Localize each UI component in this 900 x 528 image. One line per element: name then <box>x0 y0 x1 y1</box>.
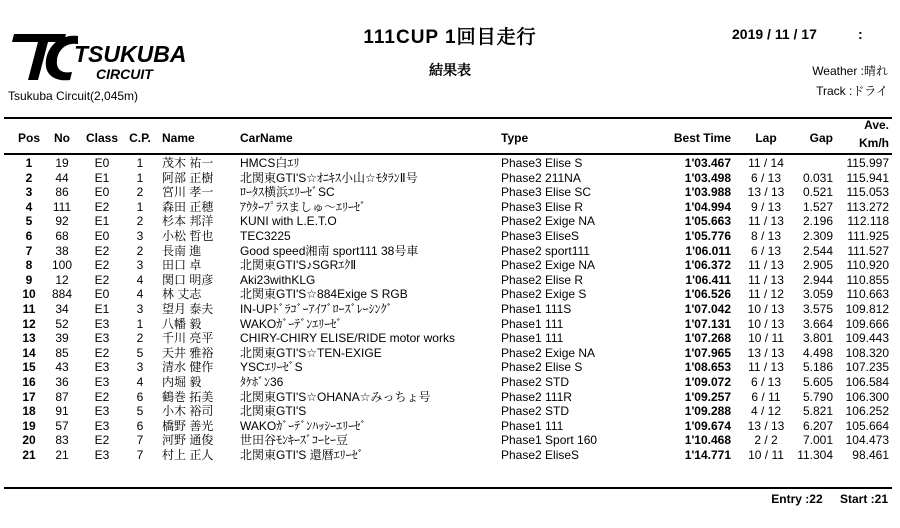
circuit-name: Tsukuba Circuit(2,045m) <box>8 89 139 103</box>
result-class-position: 2 <box>136 331 144 346</box>
result-laps: 10 / 11 <box>748 331 784 346</box>
result-class-position: 5 <box>136 345 144 360</box>
result-gap: 3.664 <box>802 316 833 331</box>
result-best-time: 1'06.411 <box>685 272 731 287</box>
result-car-name: 世田谷ﾓﾝｷｰｽﾞｺｰﾋｰ豆 <box>240 433 349 448</box>
result-gap: 7.001 <box>802 433 833 448</box>
result-car-type: Phase2 Exige S <box>501 287 587 302</box>
result-class-position: 1 <box>136 316 144 331</box>
result-car-type: Phase1 111 <box>501 418 564 433</box>
result-class-position: 1 <box>136 170 144 185</box>
result-driver-name: 望月 泰夫 <box>162 301 214 316</box>
result-laps: 10 / 13 <box>747 316 785 331</box>
result-laps: 13 / 13 <box>747 418 785 433</box>
result-class: E3 <box>94 418 110 433</box>
result-pos: 11 <box>22 301 36 316</box>
result-car-type: Phase1 111 <box>501 316 564 331</box>
result-pos: 21 <box>22 447 36 462</box>
table-row <box>0 419 900 434</box>
col-header-class: Class <box>85 131 119 145</box>
result-car-type: Phase2 Exige NA <box>501 258 596 273</box>
result-car-name: CHIRY-CHIRY ELISE/RIDE motor works <box>240 331 455 346</box>
result-laps: 11 / 12 <box>748 287 784 302</box>
result-car-number: 91 <box>55 404 69 419</box>
result-driver-name: 橋野 善光 <box>162 418 214 433</box>
result-average-speed: 109.666 <box>845 316 889 331</box>
result-car-type: Phase2 Exige NA <box>501 345 596 360</box>
result-pos: 13 <box>22 331 36 346</box>
entry-count: Entry :22 <box>771 492 823 506</box>
result-class: E3 <box>94 447 110 462</box>
table-row <box>0 273 900 288</box>
result-class: E3 <box>94 404 110 419</box>
result-best-time: 1'09.072 <box>684 374 731 389</box>
result-best-time: 1'09.674 <box>684 418 731 433</box>
table-row <box>0 317 900 332</box>
col-header-gap: Gap <box>809 131 833 145</box>
result-car-type: Phase2 EliseS <box>501 447 580 462</box>
result-average-speed: 112.118 <box>847 214 889 229</box>
result-class-position: 3 <box>136 301 144 316</box>
result-driver-name: 阿部 正樹 <box>162 170 214 185</box>
result-driver-name: 天井 雅裕 <box>162 345 214 360</box>
result-best-time: 1'09.257 <box>684 389 731 404</box>
result-class: E1 <box>94 214 110 229</box>
result-pos: 6 <box>25 228 33 243</box>
result-pos: 18 <box>22 404 36 419</box>
result-driver-name: 八幡 毅 <box>162 316 202 331</box>
result-laps: 6 / 13 <box>750 243 782 258</box>
result-pos: 20 <box>22 433 36 448</box>
result-best-time: 1'08.653 <box>684 360 731 375</box>
result-best-time: 1'07.131 <box>684 316 731 331</box>
result-class-position: 7 <box>136 433 144 448</box>
result-gap: 2.544 <box>802 243 833 258</box>
result-average-speed: 110.855 <box>846 272 889 287</box>
result-best-time: 1'07.965 <box>684 345 731 360</box>
result-car-number: 68 <box>55 228 69 243</box>
result-class: E1 <box>94 170 110 185</box>
result-laps: 6 / 13 <box>750 170 782 185</box>
result-car-type: Phase2 STD <box>501 374 570 389</box>
result-pos: 9 <box>25 272 33 287</box>
event-title: 111CUP 1回目走行 <box>363 27 537 48</box>
table-row <box>0 302 900 317</box>
result-average-speed: 111.527 <box>847 243 889 258</box>
result-driver-name: 関口 明彦 <box>162 272 214 287</box>
result-car-number: 111 <box>52 199 72 214</box>
result-car-type: Phase3 Elise S <box>501 156 583 170</box>
col-header-cp: C.P. <box>129 131 151 145</box>
result-laps: 11 / 14 <box>748 156 784 170</box>
result-car-type: Phase2 Elise R <box>501 272 584 287</box>
result-car-name: HMCS白ｴﾘ <box>240 156 300 170</box>
result-laps: 11 / 13 <box>748 258 784 273</box>
result-class-position: 2 <box>136 243 144 258</box>
result-car-type: Phase2 111R <box>501 389 572 404</box>
result-car-type: Phase3 Elise SC <box>501 185 592 200</box>
result-car-number: 21 <box>55 447 69 462</box>
result-laps: 2 / 2 <box>754 433 778 448</box>
result-car-number: 43 <box>55 360 69 375</box>
table-row <box>0 244 900 259</box>
result-class-position: 2 <box>136 214 144 229</box>
result-car-type: Phase1 111 <box>501 331 564 346</box>
result-car-type: Phase2 STD <box>501 404 570 419</box>
result-class-position: 7 <box>136 447 144 462</box>
table-row <box>0 448 900 463</box>
result-car-type: Phase3 EliseS <box>501 228 580 243</box>
table-top-rule <box>4 117 892 119</box>
result-car-type: Phase2 Elise S <box>501 360 583 375</box>
result-driver-name: 茂木 祐一 <box>162 156 214 170</box>
table-row <box>0 258 900 273</box>
result-driver-name: 内堀 毅 <box>162 374 202 389</box>
result-car-name: WAKOｶﾞｰﾃﾞﾝｴﾘｰｾﾞ <box>240 316 343 331</box>
result-pos: 4 <box>25 199 33 214</box>
result-class: E2 <box>94 243 110 258</box>
result-class-position: 4 <box>136 374 144 389</box>
result-class: E2 <box>94 389 110 404</box>
table-row <box>0 214 900 229</box>
result-gap: 5.790 <box>802 389 833 404</box>
result-best-time: 1'09.288 <box>684 404 731 419</box>
result-class-position: 6 <box>136 389 144 404</box>
result-driver-name: 宮川 孝一 <box>162 185 214 200</box>
result-car-number: 83 <box>55 433 69 448</box>
result-average-speed: 106.584 <box>845 374 889 389</box>
result-gap: 2.196 <box>802 214 833 229</box>
result-car-name: 北関東GTI'S☆884Exige S RGB <box>240 287 408 302</box>
result-pos: 12 <box>22 316 36 331</box>
result-laps: 13 / 13 <box>747 345 785 360</box>
result-car-name: 北関東GTI'S♪SGRｴｸⅡ <box>240 258 357 273</box>
result-laps: 6 / 13 <box>750 374 782 389</box>
result-class-position: 5 <box>136 404 144 419</box>
result-class: E2 <box>94 345 110 360</box>
result-laps: 4 / 12 <box>750 404 782 419</box>
col-header-avg: Ave. <box>864 118 889 132</box>
result-class: E0 <box>94 287 110 302</box>
result-average-speed: 115.053 <box>846 185 889 200</box>
table-row <box>0 331 900 346</box>
result-car-number: 85 <box>55 345 69 360</box>
result-laps: 8 / 13 <box>750 228 782 243</box>
result-class: E0 <box>94 156 110 170</box>
result-average-speed: 107.235 <box>845 360 889 375</box>
result-pos: 14 <box>22 345 36 360</box>
result-class-position: 4 <box>136 287 144 302</box>
result-car-name: 北関東GTI'S <box>240 404 307 419</box>
result-average-speed: 113.272 <box>846 199 889 214</box>
result-class: E3 <box>94 374 110 389</box>
result-laps: 11 / 13 <box>748 272 784 287</box>
result-best-time: 1'10.468 <box>684 433 731 448</box>
result-average-speed: 106.300 <box>845 389 889 404</box>
result-driver-name: 清水 健作 <box>162 360 214 375</box>
start-count: Start :21 <box>839 492 888 506</box>
result-gap: 5.605 <box>802 374 833 389</box>
entry-summary <box>757 492 888 506</box>
result-average-speed: 108.320 <box>845 345 889 360</box>
result-car-name: 北関東GTI'S☆OHANA☆みっちょ号 <box>240 389 431 404</box>
result-car-number: 34 <box>55 301 69 316</box>
result-car-name: IN-UPﾄﾞﾗｺﾞｰｱｲﾌﾞﾛｰｽﾞﾚｰｼﾝｸﾞ <box>240 301 393 316</box>
result-car-name: KUNI with L.E.T.O <box>240 214 337 229</box>
date-separator: : <box>858 26 863 42</box>
result-best-time: 1'04.994 <box>684 199 731 214</box>
result-gap: 1.527 <box>802 199 833 214</box>
table-row <box>0 287 900 302</box>
result-car-name: 北関東GTI'S☆ｵﾆｷｽ小山☆ﾓﾀﾗﾝⅡ号 <box>240 170 418 185</box>
table-bottom-rule <box>4 487 892 489</box>
table-row <box>0 360 900 375</box>
result-gap: 11.304 <box>797 447 833 462</box>
result-class: E2 <box>94 272 110 287</box>
result-best-time: 1'07.268 <box>684 331 731 346</box>
result-car-type: Phase1 Sport 160 <box>501 433 598 448</box>
result-average-speed: 106.252 <box>845 404 889 419</box>
result-best-time: 1'03.498 <box>684 170 731 185</box>
result-driver-name: 村上 正人 <box>162 447 214 462</box>
result-class-position: 1 <box>136 156 144 170</box>
result-driver-name: 森田 正穂 <box>162 199 214 214</box>
col-header-best-time: Best Time <box>673 131 731 145</box>
result-class-position: 3 <box>136 360 144 375</box>
result-best-time: 1'06.011 <box>685 243 731 258</box>
result-driver-name: 小木 裕司 <box>162 404 214 419</box>
result-average-speed: 109.812 <box>845 301 889 316</box>
result-class-position: 2 <box>136 185 144 200</box>
result-car-number: 39 <box>55 331 69 346</box>
result-car-number: 38 <box>55 243 69 258</box>
result-class: E1 <box>94 301 110 316</box>
result-laps: 11 / 13 <box>748 214 784 229</box>
result-car-name: WAKOｶﾞｰﾃﾞﾝﾊｯｼｰｴﾘｰｾﾞ <box>240 418 367 433</box>
table-row <box>0 404 900 419</box>
table-row <box>0 375 900 390</box>
result-gap: 2.309 <box>802 228 833 243</box>
result-gap: 3.059 <box>802 287 833 302</box>
result-driver-name: 田口 卓 <box>162 258 202 273</box>
result-class-position: 1 <box>136 199 144 214</box>
result-class: E0 <box>94 228 110 243</box>
result-best-time: 1'03.988 <box>684 185 731 200</box>
table-header-rule <box>4 153 892 155</box>
result-best-time: 1'07.042 <box>684 301 731 316</box>
result-gap: 4.498 <box>802 345 833 360</box>
result-pos: 5 <box>25 214 33 229</box>
result-gap: 0.031 <box>802 170 833 185</box>
event-date: 2019 / 11 / 17 <box>732 26 817 42</box>
result-driver-name: 鶴巻 拓美 <box>162 389 214 404</box>
result-driver-name: 杉本 邦洋 <box>162 214 214 229</box>
result-class: E0 <box>94 185 110 200</box>
result-pos: 15 <box>22 360 36 375</box>
result-gap: 3.575 <box>802 301 833 316</box>
result-average-speed: 109.443 <box>845 331 889 346</box>
result-best-time: 1'03.467 <box>684 156 731 170</box>
result-car-number: 57 <box>55 418 69 433</box>
result-class-position: 3 <box>136 228 144 243</box>
result-driver-name: 千川 亮平 <box>162 331 214 346</box>
result-car-name: ﾛｰﾀｽ横浜ｴﾘｰｾﾞSC <box>240 185 335 200</box>
table-row <box>0 229 900 244</box>
result-average-speed: 111.925 <box>847 228 889 243</box>
result-average-speed: 115.997 <box>846 156 889 170</box>
result-car-number: 92 <box>55 214 69 229</box>
result-driver-name: 小松 哲也 <box>162 228 214 243</box>
result-driver-name: 河野 通俊 <box>162 433 214 448</box>
result-pos: 2 <box>25 170 33 185</box>
result-pos: 17 <box>22 389 36 404</box>
result-gap: 3.801 <box>802 331 833 346</box>
result-car-number: 12 <box>55 272 69 287</box>
result-laps: 13 / 13 <box>747 185 785 200</box>
result-gap: 6.207 <box>802 418 833 433</box>
result-average-speed: 105.664 <box>845 418 889 433</box>
result-car-type: Phase1 111S <box>501 301 572 316</box>
col-header-kmh: Km/h <box>859 136 889 150</box>
result-car-name: ﾀｹﾎﾞﾝ36 <box>240 374 284 389</box>
result-car-number: 44 <box>55 170 69 185</box>
result-car-number: 19 <box>55 156 69 170</box>
result-gap: 5.186 <box>802 360 833 375</box>
result-driver-name: 長南 進 <box>162 243 202 258</box>
logo-main-text: TSUKUBA <box>74 41 187 67</box>
table-row <box>0 200 900 215</box>
result-best-time: 1'06.372 <box>684 258 731 273</box>
result-laps: 10 / 13 <box>747 301 785 316</box>
table-row <box>0 156 900 171</box>
result-car-name: 北関東GTI'S☆TEN-EXIGE <box>240 345 382 360</box>
result-class: E2 <box>94 433 110 448</box>
result-car-number: 87 <box>55 389 69 404</box>
result-laps: 10 / 11 <box>748 447 784 462</box>
result-car-number: 86 <box>55 185 69 200</box>
result-average-speed: 110.663 <box>846 287 889 302</box>
result-laps: 11 / 13 <box>748 360 784 375</box>
result-class-position: 4 <box>136 272 144 287</box>
table-row <box>0 346 900 361</box>
result-pos: 8 <box>25 258 33 273</box>
results-table-body <box>0 156 900 462</box>
col-header-name: Name <box>162 131 195 145</box>
result-best-time: 1'14.771 <box>684 447 731 462</box>
result-pos: 7 <box>25 243 33 258</box>
result-car-name: ｱｳﾀｰﾌﾟﾗｽましゅ～ｴﾘｰｾﾞ <box>240 199 367 214</box>
result-gap: 0.521 <box>802 185 833 200</box>
result-pos: 10 <box>22 287 36 302</box>
result-gap: 2.944 <box>802 272 833 287</box>
table-row <box>0 185 900 200</box>
result-car-number: 884 <box>51 287 73 302</box>
result-laps: 9 / 13 <box>750 199 782 214</box>
result-car-name: Aki23withKLG <box>240 272 316 287</box>
result-best-time: 1'05.776 <box>684 228 731 243</box>
logo-sub-text: CIRCUIT <box>96 66 153 82</box>
result-class: E3 <box>94 360 110 375</box>
result-average-speed: 110.920 <box>846 258 889 273</box>
table-row <box>0 171 900 186</box>
result-best-time: 1'06.526 <box>684 287 731 302</box>
result-gap: 2.905 <box>802 258 833 273</box>
track-status: Track :ドライ <box>816 84 888 98</box>
result-class: E3 <box>94 316 110 331</box>
result-car-type: Phase2 sport111 <box>501 243 590 258</box>
result-class: E3 <box>94 331 110 346</box>
result-car-number: 36 <box>55 374 69 389</box>
result-pos: 19 <box>22 418 36 433</box>
result-laps: 6 / 11 <box>751 389 781 404</box>
result-class-position: 3 <box>136 258 144 273</box>
result-average-speed: 104.473 <box>845 433 889 448</box>
col-header-type: Type <box>501 131 529 145</box>
result-car-type: Phase2 211NA <box>501 170 581 185</box>
result-pos: 1 <box>25 156 33 170</box>
result-class: E2 <box>94 258 110 273</box>
table-row <box>0 390 900 405</box>
result-driver-name: 林 丈志 <box>162 287 202 302</box>
col-header-no: No <box>54 131 70 145</box>
result-car-number: 100 <box>51 258 73 273</box>
result-average-speed: 98.461 <box>852 447 889 462</box>
result-car-name: 北関東GTI'S 還暦ｴﾘｰｾﾞ <box>240 447 364 462</box>
result-class: E2 <box>94 199 110 214</box>
result-car-type: Phase2 Exige NA <box>501 214 596 229</box>
result-gap: 5.821 <box>802 404 833 419</box>
result-car-name: YSCｴﾘｰｾﾞS <box>240 360 303 375</box>
result-class-position: 6 <box>136 418 144 433</box>
result-pos: 16 <box>22 374 36 389</box>
result-car-name: Good speed湘南 sport111 38号車 <box>240 243 419 258</box>
weather-status: Weather :晴れ <box>812 64 888 78</box>
document-title: 結果表 <box>429 62 471 78</box>
result-car-type: Phase3 Elise R <box>501 199 584 214</box>
col-header-pos: Pos <box>18 131 41 145</box>
result-average-speed: 115.941 <box>846 170 889 185</box>
result-pos: 3 <box>25 185 33 200</box>
col-header-lap: Lap <box>755 131 777 145</box>
results-table-header <box>0 118 900 152</box>
result-car-name: TEC3225 <box>240 228 291 243</box>
col-header-car: CarName <box>240 131 293 145</box>
table-row <box>0 433 900 448</box>
result-best-time: 1'05.663 <box>684 214 731 229</box>
result-car-number: 52 <box>55 316 69 331</box>
